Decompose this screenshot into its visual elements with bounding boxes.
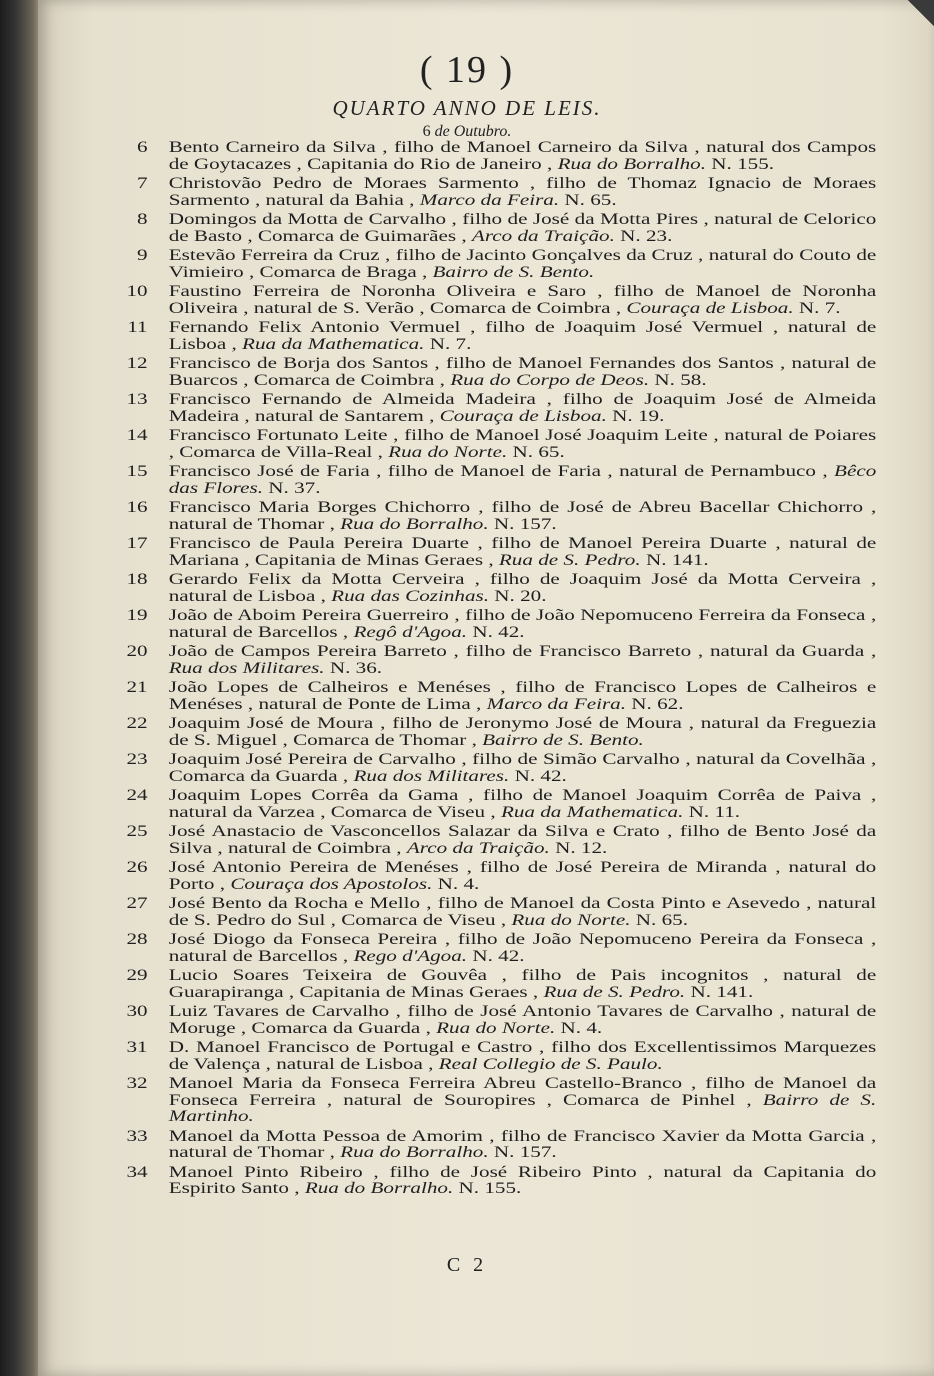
entry-details: filho de Bento José da Silva , natural de Coimbra ,	[168, 823, 877, 857]
entry-house-number: N. 20.	[494, 587, 547, 605]
entry-name: Manoel Pinto Ribeiro ,	[168, 1163, 379, 1181]
list-item	[108, 1076, 876, 1126]
entry-number: 8	[137, 211, 148, 228]
entry-number: 16	[126, 499, 148, 516]
page-number: ( 19 )	[419, 49, 515, 91]
entry-address: Marco da Feira.	[419, 191, 560, 209]
entry-name: Francisco José de Faria ,	[168, 463, 382, 480]
entry-address: Bêco das Flores.	[168, 463, 877, 497]
entry-number: 9	[137, 247, 148, 264]
entry-address: Rua do Borralho.	[340, 1144, 489, 1161]
entry-number: 23	[126, 751, 148, 768]
entry-house-number: N. 65.	[512, 443, 565, 461]
list-item	[108, 176, 876, 209]
entry-address: Bairro de S. Bento.	[432, 263, 595, 281]
entry-house-number: N. 7.	[798, 299, 841, 317]
entry-address: Rua de S. Pedro.	[498, 551, 641, 569]
entry-name: Lucio Soares Teixeira de Gouvêa ,	[168, 967, 507, 984]
list-item	[108, 140, 876, 173]
entry-name: Luiz Tavares de Carvalho ,	[168, 1003, 401, 1020]
entry-details: filho de Manoel da Costa Pinto e Asevedo , natural de S. Pedro do Sul , Comarca de Viseu ,	[168, 895, 877, 929]
entry-number: 31	[126, 1039, 148, 1056]
entry-number: 11	[127, 319, 148, 336]
entry-details: filho de Pais incognitos , natural de Guarapiranga , Capitania de Minas Geraes ,	[168, 967, 877, 1001]
list-item	[108, 572, 876, 605]
entry-number: 12	[126, 355, 148, 372]
entry-number: 25	[126, 823, 148, 840]
entry-details: filho de Manoel Pereira Duarte , natural de Mariana , Capitania de Minas Geraes ,	[168, 535, 877, 569]
entry-name: Joaquim Lopes Corrêa da Gama ,	[168, 787, 474, 804]
page-corner	[908, 0, 934, 26]
entry-number: 33	[126, 1127, 148, 1145]
list-item	[108, 248, 876, 281]
list-item	[108, 320, 876, 353]
entry-address: Rua do Corpo de Deos.	[450, 371, 650, 389]
entry-number: 21	[126, 679, 148, 696]
entry-details: filho de João Nepomuceno Ferreira da Fonseca , natural de Barcellos ,	[168, 607, 877, 641]
entry-details: filho de Manoel José Joaquim Leite , natural de Poiares , Comarca de Villa-Real ,	[168, 427, 877, 461]
entry-number: 6	[137, 139, 148, 156]
entry-details: filho de Francisco Lopes de Calheiros e Menéses , natural de Ponte de Lima ,	[168, 679, 877, 713]
list-item	[108, 896, 876, 929]
entry-details: filho de José Antonio Tavares de Carvalho , natural de Moruge , Comarca da Guarda ,	[168, 1003, 877, 1037]
entry-details: filho de Joaquim José de Almeida Madeira , natural de Santarem ,	[168, 391, 877, 425]
entry-house-number: N. 141.	[690, 983, 754, 1001]
entry-name: Domingos da Motta de Carvalho ,	[168, 211, 457, 228]
entry-name: Fernando Felix Antonio Vermuel ,	[168, 319, 476, 336]
entry-name: José Bento da Rocha e Mello ,	[168, 895, 432, 912]
entry-house-number: N. 12.	[555, 839, 608, 857]
entry-house-number: N. 58.	[654, 371, 707, 389]
entry-details: filho de Joaquim José Vermuel , natural de Lisboa ,	[168, 319, 877, 353]
entry-details: filho de José Pereira de Miranda , natural do Porto ,	[168, 859, 877, 893]
entry-number: 30	[126, 1003, 148, 1020]
entry-name: João de Aboim Pereira Guerreiro ,	[168, 607, 460, 624]
entry-address: Regô d'Agoa.	[353, 623, 468, 641]
entry-address: Rua dos Militares.	[353, 767, 510, 785]
student-list	[108, 139, 877, 1201]
entry-address: Couraça de Lisboa.	[626, 299, 794, 317]
date-month: de Outubro.	[434, 123, 512, 140]
entry-details: filho de Manoel Carneiro da Silva , natural dos Campos de Goytacazes , Capitania do Rio de Janeiro ,	[168, 139, 877, 173]
entry-house-number: N. 37.	[268, 479, 321, 497]
entry-address: Bairro de S. Bento.	[482, 731, 644, 749]
entry-number: 19	[126, 607, 148, 624]
entry-number: 10	[126, 283, 148, 300]
list-item	[108, 500, 876, 533]
entry-name: Francisco de Paula Pereira Duarte ,	[168, 535, 483, 552]
entry-address: Rua do Norte.	[436, 1019, 556, 1037]
entry-name: Francisco Fernando de Almeida Madeira ,	[168, 391, 552, 408]
entry-address: Marco da Feira.	[486, 695, 627, 713]
entry-house-number: N. 7.	[429, 335, 472, 353]
entry-address: Bairro de S. Martinho.	[168, 1091, 877, 1125]
entry-number: 13	[126, 391, 148, 408]
entry-number: 22	[126, 715, 148, 732]
entry-details: filho de Manoel de Noronha Oliveira , natural de S. Verão , Comarca de Coimbra ,	[168, 283, 877, 317]
entry-name: Gerardo Felix da Motta Cerveira ,	[168, 571, 480, 588]
entry-name: Francisco Fortunato Leite ,	[168, 427, 399, 444]
entry-details: filho dos Excellentissimos Marquezes de Valença , natural de Lisboa ,	[168, 1039, 877, 1073]
entry-house-number: N. 155.	[458, 1180, 522, 1197]
entry-address: Rua dos Militares.	[168, 659, 325, 677]
entry-number: 28	[126, 931, 148, 948]
entry-address: Rua do Borralho.	[340, 515, 489, 533]
list-item	[108, 1165, 876, 1198]
entry-name: José Anastacio de Vasconcellos Salazar da Silva e Crato ,	[168, 823, 673, 840]
entry-name: Francisco Maria Borges Chichorro ,	[168, 499, 484, 516]
signature-mark: C 2	[446, 1254, 488, 1276]
list-item	[108, 464, 876, 497]
list-item	[108, 212, 876, 245]
entry-house-number: N. 42.	[472, 623, 525, 641]
entry-details: filho de José de Abreu Bacellar Chichorro , natural de Thomar ,	[168, 499, 877, 533]
entry-details: filho de Simão Carvalho , natural da Covelhãa , Comarca da Guarda ,	[168, 751, 877, 785]
entry-details: filho de Jeronymo José de Moura , natural da Freguezia de S. Miguel , Comarca de Thomar ,	[168, 715, 877, 749]
entry-house-number: N. 62.	[631, 695, 684, 713]
entry-house-number: N. 11.	[688, 803, 741, 821]
list-item	[108, 680, 876, 713]
entry-details: filho de José Ribeiro Pinto , natural da Capitania do Espirito Santo ,	[168, 1163, 877, 1197]
list-item	[108, 968, 876, 1001]
entry-details: filho de José da Motta Pires , natural de Celorico de Basto , Comarca de Guimarães ,	[168, 211, 877, 245]
entry-number: 17	[126, 535, 148, 552]
entry-name: Christovão Pedro de Moraes Sarmento ,	[168, 175, 536, 192]
entry-number: 29	[126, 967, 148, 984]
list-item	[108, 824, 876, 857]
entry-name: Joaquim José Pereira de Carvalho ,	[168, 751, 467, 768]
list-item	[108, 428, 876, 461]
entry-house-number: N. 155.	[711, 155, 775, 173]
list-item	[108, 644, 876, 677]
entry-number: 32	[126, 1075, 148, 1092]
entry-address: Rua do Norte.	[388, 443, 508, 461]
entry-details: filho de Francisco Barreto , natural da Guarda ,	[465, 643, 877, 660]
entry-details: filho de Francisco Xavier da Motta Garcia , natural de Thomar ,	[168, 1127, 877, 1161]
entry-house-number: N. 42.	[472, 947, 525, 965]
entry-name: Estevão Ferreira da Cruz ,	[168, 247, 391, 264]
entry-details: filho de Jacinto Gonçalves da Cruz , natural do Couto de Vimieiro , Comarca de Braga ,	[168, 247, 877, 281]
entry-number: 27	[126, 895, 148, 912]
list-item	[108, 752, 876, 785]
list-item	[108, 1129, 876, 1162]
entry-house-number: N. 42.	[514, 767, 567, 785]
entry-house-number: N. 23.	[620, 227, 673, 245]
entry-name: João Lopes de Calheiros e Menéses ,	[168, 679, 506, 696]
entry-address: Couraça de Lisboa.	[439, 407, 607, 425]
entry-details: filho de Manoel da Fonseca Ferreira , natural de Souropires , Comarca de Pinhel ,	[168, 1075, 877, 1109]
entry-address: Rua de S. Pedro.	[543, 983, 686, 1001]
entry-address: Arco da Traição.	[471, 227, 615, 245]
entry-house-number: N. 65.	[635, 911, 688, 929]
entry-address: Real Collegio de S. Paulo.	[438, 1055, 663, 1073]
entry-details: filho de João Nepomuceno Pereira da Fonseca , natural de Barcellos ,	[168, 931, 877, 965]
list-item	[108, 356, 876, 389]
entry-name: João de Campos Pereira Barreto ,	[168, 643, 459, 660]
entry-number: 15	[126, 463, 148, 480]
entry-address: Rua do Borralho.	[557, 155, 707, 173]
book-gutter	[0, 0, 38, 1376]
entry-address: Rua da Mathematica.	[242, 335, 425, 353]
entry-name: José Diogo da Fonseca Pereira ,	[168, 931, 451, 948]
entry-details: filho de Manoel Fernandes dos Santos , natural de Buarcos , Comarca de Coimbra ,	[168, 355, 877, 389]
entry-number: 14	[126, 427, 148, 444]
list-item	[108, 860, 876, 893]
entry-name: D. Manoel Francisco de Portugal e Castro ,	[168, 1039, 545, 1056]
entry-name: Bento Carneiro da Silva ,	[168, 139, 388, 156]
entry-address: Rego d'Agoa.	[353, 947, 468, 965]
entry-number: 34	[126, 1163, 148, 1181]
entry-details: filho de Manoel de Faria , natural de Pernambuco ,	[387, 463, 828, 480]
entry-details: filho de Thomaz Ignacio de Moraes Sarmento , natural da Bahia ,	[168, 175, 877, 209]
entry-address: Rua do Borralho.	[304, 1180, 454, 1197]
entry-details: filho de Joaquim José da Motta Cerveira , natural de Lisboa ,	[168, 571, 877, 605]
list-item	[108, 716, 876, 749]
entry-house-number: N. 36.	[329, 659, 383, 677]
list-item	[108, 1004, 876, 1037]
entry-name: José Antonio Pereira de Menéses ,	[168, 859, 472, 876]
entry-name: Francisco de Borja dos Santos ,	[168, 355, 440, 372]
entry-house-number: N. 19.	[612, 407, 665, 425]
entry-house-number: N. 4.	[560, 1019, 603, 1037]
date-day: 6	[422, 123, 431, 140]
entry-number: 26	[126, 859, 148, 876]
entry-details: filho de Manoel Joaquim Corrêa de Paiva , natural da Varzea , Comarca de Viseu ,	[168, 787, 877, 821]
list-item	[108, 608, 876, 641]
list-item	[108, 788, 876, 821]
entry-name: Manoel Maria da Fonseca Ferreira Abreu Castello-Branco ,	[168, 1075, 697, 1092]
entry-number: 18	[126, 571, 148, 588]
running-head: QUARTO ANNO DE LEIS.	[332, 96, 602, 120]
entry-name: Manoel da Motta Pessoa de Amorim ,	[168, 1127, 495, 1145]
entry-address: Rua das Cozinhas.	[331, 587, 490, 605]
entry-address: Couraça dos Apostolos.	[230, 875, 433, 893]
list-item	[108, 284, 876, 317]
entry-number: 24	[126, 787, 148, 804]
entry-number: 7	[137, 175, 148, 192]
entry-house-number: N. 65.	[564, 191, 617, 209]
entry-house-number: N. 157.	[493, 515, 557, 533]
entry-address: Rua do Norte.	[511, 911, 631, 929]
entry-house-number: N. 157.	[493, 1144, 557, 1161]
entry-house-number: N. 141.	[645, 551, 709, 569]
entry-number: 20	[126, 643, 148, 660]
list-item	[108, 1040, 876, 1073]
list-item	[108, 392, 876, 425]
list-item	[108, 932, 876, 965]
entry-name: Faustino Ferreira de Noronha Oliveira e Saro ,	[168, 283, 603, 300]
entry-name: Joaquim José de Moura ,	[168, 715, 386, 732]
list-item	[108, 536, 876, 569]
entry-address: Rua da Mathematica.	[500, 803, 684, 821]
entry-address: Arco da Traição.	[406, 839, 550, 857]
entry-house-number: N. 4.	[437, 875, 480, 893]
